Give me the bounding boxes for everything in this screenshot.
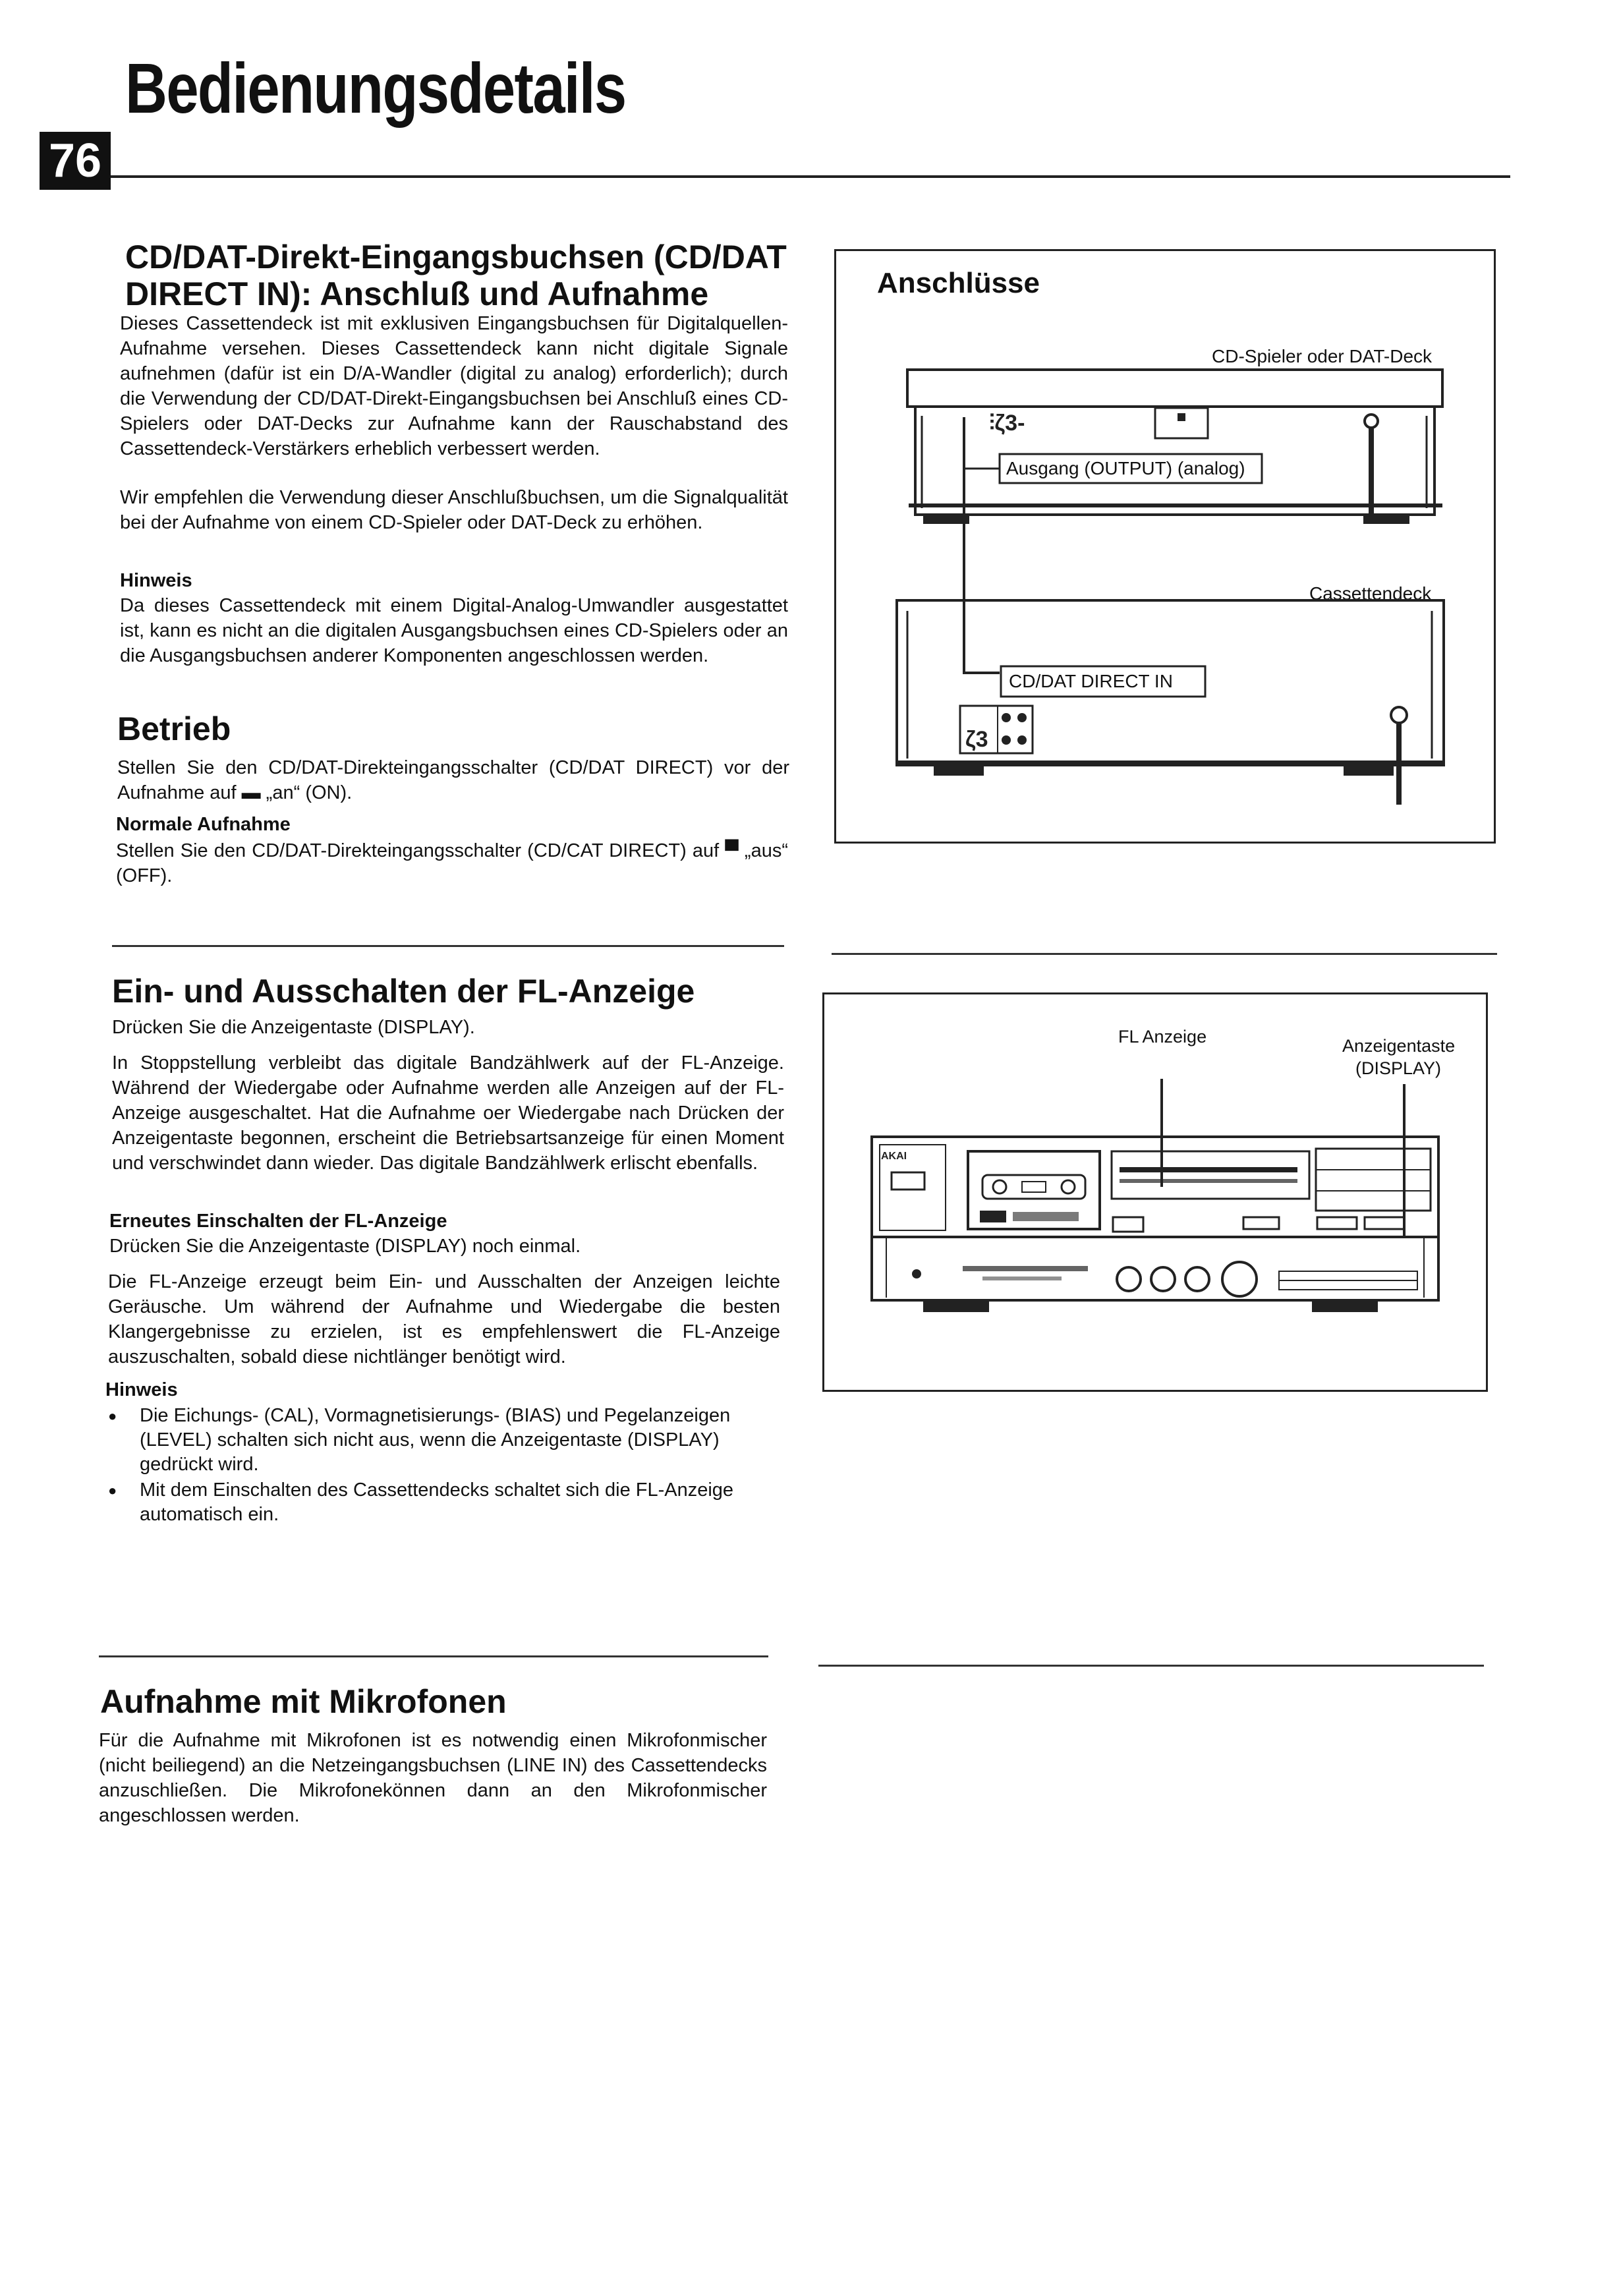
svg-text:ζ3: ζ3 <box>965 727 988 752</box>
normal-recording-heading: Normale Aufnahme <box>116 814 291 835</box>
cd-player-unit <box>907 370 1442 524</box>
divider-left-2 <box>99 1655 768 1657</box>
fl-display-label: FL Anzeige <box>1118 1027 1207 1047</box>
display-button-label-2: (DISPLAY) <box>1355 1058 1442 1078</box>
fl-display-body: In Stoppstellung verbleibt das digitale Bandzählwerk auf der FL-Anzeige. Während der Wiedergabe oder Aufnahme werden alle Anzeigen auf der FL-Anzeige ausgeschaltet. Hat die Aufnahme oer Wiedergabe nach Drücken der Anzeigentaste begonnen, erscheint die Betriebsartsanzeige für einen Moment und verschwindet dann wieder. Das digitale Bandzählwerk erlischt ebenfalls. <box>112 1052 784 1174</box>
fl-noise-body: Die FL-Anzeige erzeugt beim Ein- und Ausschalten der Anzeigen leichte Geräusche. Um während der Aufnahme und Wiedergabe die besten Klangergebnisse zu erzielen, ist es empfehlenswert die FL-Anzeige auszuschalten, sobald diese nichtlänger benötigt wird. <box>108 1271 780 1367</box>
brand-logo: AKAI <box>881 1151 907 1162</box>
fl-notes-list <box>105 1404 780 1528</box>
divider-right-1 <box>832 953 1497 955</box>
cassette-deck-label: Cassettendeck <box>1309 583 1432 604</box>
section-heading-fl-display: Ein- und Ausschalten der FL-Anzeige <box>112 973 695 1010</box>
section-heading-cd-dat: CD/DAT-Direkt-Eingangsbuchsen (CD/DAT DIRECT IN): Anschluß und Aufnahme <box>125 239 787 312</box>
note-heading: Hinweis <box>120 570 192 591</box>
normal-recording-body: Stellen Sie den CD/DAT-Direkteingangsschalter (CD/CAT DIRECT) auf ▀ „aus“ (OFF). <box>116 840 788 886</box>
microphones-body: Für die Aufnahme mit Mikrofonen ist es notwendig einen Mikrofonmischer (nicht beiliegend) an die Netzeingangsbuchsen (LINE IN) des Cassettendecks anzuschließen. Die Mikrofonekönnen dann an den Mikrofonmischer angeschlossen werden. <box>99 1730 767 1826</box>
section-heading-microphones: Aufnahme mit Mikrofonen <box>100 1683 507 1720</box>
section-cd-dat-body-2: Wir empfehlen die Verwendung dieser Anschlußbuchsen, um die Signalqualität bei der Aufnahme von einem CD-Spieler oder DAT-Deck zu erhöhen. <box>120 487 788 533</box>
title-rule <box>111 175 1510 178</box>
fl-notes-heading: Hinweis <box>105 1379 178 1400</box>
note-body: Da dieses Cassettendeck mit einem Digital-Analog-Umwandler ausgestattet ist, kann es nicht an die digitalen Ausgangsbuchsen eines CD-Spielers oder an die Ausgangsbuchsen anderer Komponenten angeschlossen werden. <box>120 595 788 666</box>
figure-title-connections: Anschlüsse <box>877 267 1040 299</box>
cassette-deck-unit <box>897 600 1444 805</box>
divider-left-1 <box>112 945 784 947</box>
page-title: Bedienungsdetails <box>125 48 626 128</box>
divider-right-2 <box>818 1665 1484 1667</box>
cd-player-label: CD-Spieler oder DAT-Deck <box>1212 346 1433 366</box>
fl-reenable-body: Drücken Sie die Anzeigentaste (DISPLAY) noch einmal. <box>109 1236 581 1257</box>
output-analog-label: Ausgang (OUTPUT) (analog) <box>1006 458 1245 478</box>
svg-text:⫶ζ3-: ⫶ζ3- <box>989 411 1025 436</box>
operation-heading: Betrieb <box>117 710 231 747</box>
fl-display-diagram <box>822 992 1488 1392</box>
display-button-label: Anzeigentaste <box>1342 1036 1456 1056</box>
list-item: ● Mit dem Einschalten des Cassettendecks schaltet sich die FL-Anzeige automatisch ein. <box>140 1478 780 1527</box>
fl-display-intro: Drücken Sie die Anzeigentaste (DISPLAY). <box>112 1017 475 1038</box>
fl-reenable-heading: Erneutes Einschalten der FL-Anzeige <box>109 1211 447 1232</box>
cd-dat-direct-in-label: CD/DAT DIRECT IN <box>1009 671 1173 691</box>
operation-body: Stellen Sie den CD/DAT-Direkteingangsschalter (CD/DAT DIRECT) vor der Aufnahme auf ▬ „an“ (ON). <box>117 757 789 803</box>
section-cd-dat-body: Dieses Cassettendeck ist mit exklusiven Eingangsbuchsen für Digitalquellen-Aufnahme versehen. Dieses Cassettendeck kann nicht digitale Signale aufnehmen (dafür ist ein D/A-Wandler (digital zu analog) erforderlich); durch die Verwendung der CD/DAT-Direkt-Eingangsbuchsen bei Anschluß eines CD-Spielers oder DAT-Decks zur Aufnahme kann der Rauschabstand des Cassettendeck-Verstärkers erheblich verbessert werden. <box>120 313 788 459</box>
page-number: 76 <box>40 132 111 190</box>
connection-drawing <box>836 251 1494 842</box>
cassette-deck-front-drawing <box>824 994 1486 1390</box>
list-item: ● Die Eichungs- (CAL), Vormagnetisierungs- (BIAS) und Pegelanzeigen (LEVEL) schalten sich nicht aus, wenn die Anzeigentaste (DISPLAY) gedrückt wird. <box>140 1404 780 1477</box>
connection-diagram <box>834 249 1496 844</box>
